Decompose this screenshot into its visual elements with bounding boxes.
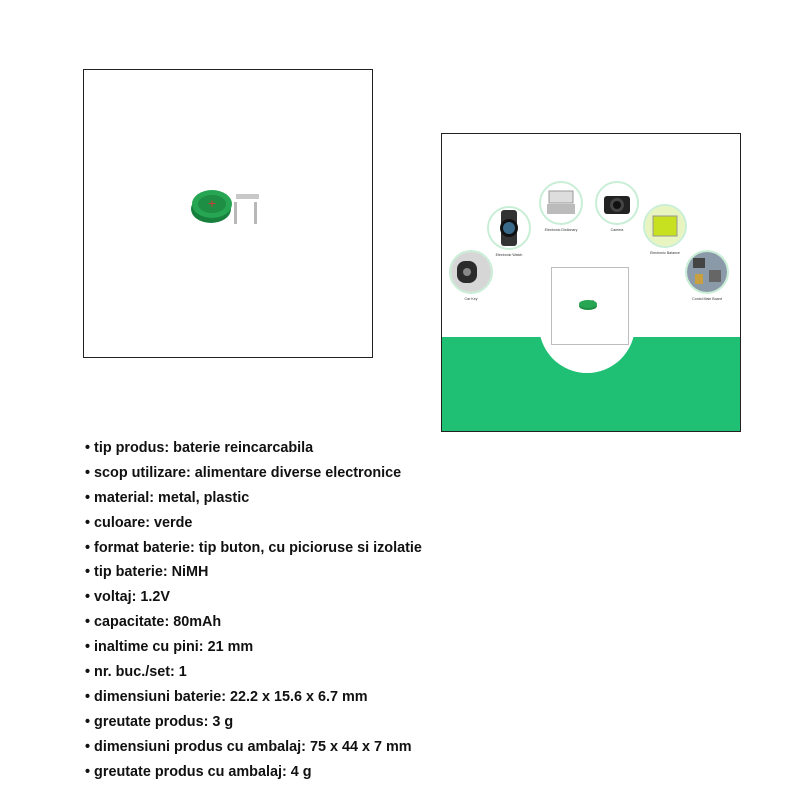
spec-item: • greutate produs: 3 g [85, 712, 422, 737]
spec-item: • dimensiuni produs cu ambalaj: 75 x 44 x 7 mm [85, 737, 422, 762]
app-label-watch: Electronic Watch [495, 253, 523, 257]
spec-item: • culoare: verde [85, 513, 422, 538]
spec-item: • capacitate: 80mAh [85, 612, 422, 637]
camera-icon [595, 181, 639, 225]
main-board-icon [685, 250, 729, 294]
balance-icon [643, 204, 687, 248]
app-label-balance: Electronic Balance [650, 251, 680, 255]
spec-item: • dimensiuni baterie: 22.2 x 15.6 x 6.7 mm [85, 687, 422, 712]
inner-product-thumbnail [551, 267, 629, 345]
svg-text:+: + [207, 197, 217, 210]
dictionary-icon [539, 181, 583, 225]
spec-item: • material: metal, plastic [85, 488, 422, 513]
app-label-dictionary: Electronic Dictionary [544, 228, 578, 232]
spec-item: • tip produs: baterie reincarcabila [85, 438, 422, 463]
spec-item: • format baterie: tip buton, cu picioruse si izolatie [85, 538, 422, 563]
app-label-car-key: Car Key [464, 297, 478, 301]
battery-image [84, 70, 372, 357]
product-image[interactable] [83, 69, 373, 358]
spec-item: • tip baterie: NiMH [85, 562, 422, 587]
app-label-camera: Camera [610, 228, 624, 232]
spec-item: • inaltime cu pini: 21 mm [85, 637, 422, 662]
spec-item: • nr. buc./set: 1 [85, 662, 422, 687]
watch-icon [487, 206, 531, 250]
applications-image[interactable] [441, 133, 741, 432]
spec-item: • greutate produs cu ambalaj: 4 g [85, 762, 422, 787]
app-label-main-board: Contol Main Board [692, 297, 722, 301]
spec-item: • voltaj: 1.2V [85, 587, 422, 612]
spec-item: • scop utilizare: alimentare diverse electronice [85, 463, 422, 488]
car-key-icon [449, 250, 493, 294]
specs-list [85, 438, 422, 786]
